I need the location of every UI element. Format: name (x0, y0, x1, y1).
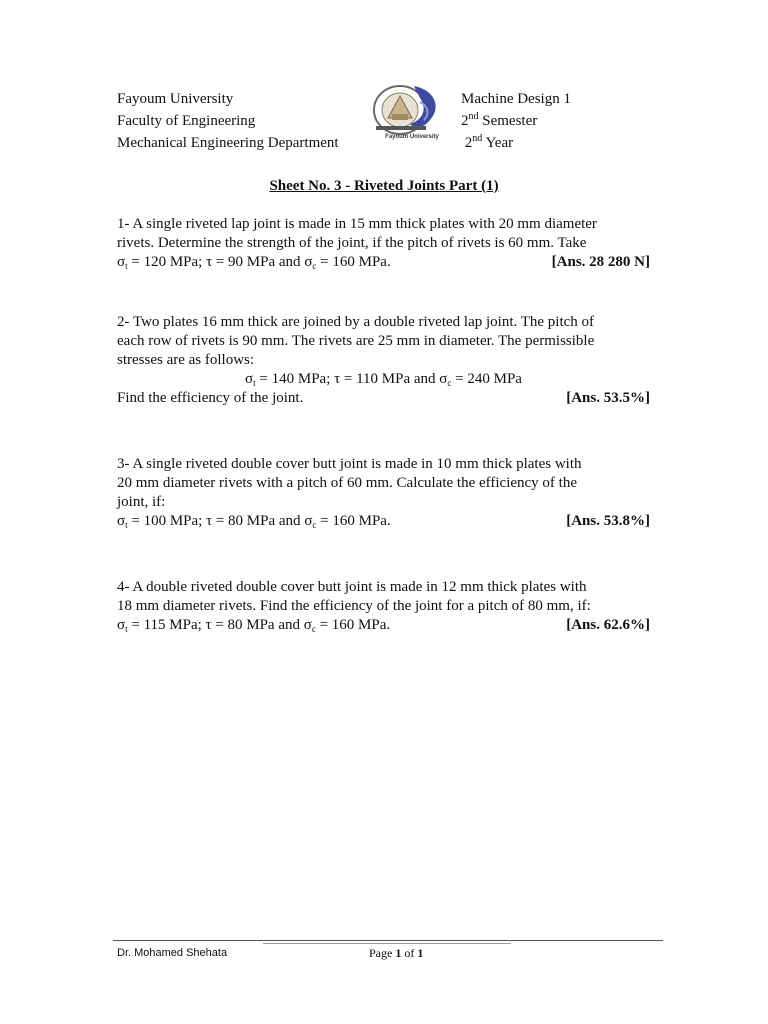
answer-label: [Ans. 53.5%] (566, 390, 650, 406)
sigma-symbol: σ (439, 371, 448, 387)
page-word: Page (369, 946, 393, 960)
stress-text-end: = 160 MPa. (316, 254, 391, 270)
subscript-c: c (312, 520, 317, 530)
header-right (461, 88, 571, 154)
subscript-t: t (125, 520, 128, 530)
question-text-line: Find the efficiency of the joint. (117, 390, 304, 406)
sigma-symbol: σ (304, 254, 313, 270)
question-text-line: 4- A double riveted double cover butt joint is made in 12 mm thick plates with (117, 579, 587, 595)
question-text-line: 3- A single riveted double cover butt joint is made in 10 mm thick plates with (117, 456, 582, 472)
year-number: 2 (464, 135, 473, 151)
stress-text-end: = 160 MPa. (315, 617, 391, 633)
stress-text: = 140 MPa; τ = 110 MPa and (255, 371, 440, 387)
semester-label: Semester (482, 113, 538, 129)
answer-label: [Ans. 62.6%] (566, 617, 650, 633)
footer-page-number (369, 946, 423, 961)
faculty-name: Faculty of Engineering (117, 113, 256, 129)
question-2 (117, 313, 650, 408)
year-suffix: nd (472, 133, 483, 144)
stress-text: = 115 MPa; τ = 80 MPa and (127, 617, 304, 633)
sigma-symbol: σ (304, 513, 313, 529)
university-name: Fayoum University (117, 91, 234, 107)
stress-values-line (117, 512, 650, 531)
stress-text: = 100 MPa; τ = 80 MPa and (127, 513, 305, 529)
question-text-line: 2- Two plates 16 mm thick are joined by a double riveted lap joint. The pitch of (117, 314, 595, 330)
stress-values-line (117, 616, 650, 635)
question-text-line: joint, if: (117, 494, 166, 510)
semester-line (461, 110, 571, 132)
subscript-c: c (447, 378, 452, 388)
question-text-line: 18 mm diameter rivets. Find the efficiency of the joint for a pitch of 80 mm, if: (117, 598, 591, 614)
of-word: of (404, 946, 415, 960)
question-text-line: rivets. Determine the strength of the joint, if the pitch of rivets is 60 mm. Take (117, 235, 587, 251)
footer-author: Dr. Mohamed Shehata (117, 947, 228, 959)
question-text-line: stresses are as follows: (117, 352, 255, 368)
footer-divider (113, 940, 663, 941)
stress-values-line (117, 253, 650, 272)
sigma-symbol: σ (245, 371, 254, 387)
answer-label: [Ans. 53.8%] (566, 513, 650, 529)
footer-divider-secondary (263, 943, 511, 944)
question-text-line: 20 mm diameter rivets with a pitch of 60 mm. Calculate the efficiency of the (117, 475, 577, 491)
subscript-c: c (311, 624, 316, 634)
question-3 (117, 455, 650, 531)
semester-number: 2 (461, 113, 469, 129)
course-name: Machine Design 1 (461, 91, 571, 107)
stress-text: = 120 MPa; τ = 90 MPa and (127, 254, 305, 270)
semester-suffix: nd (468, 111, 479, 122)
stress-text-end: = 160 MPa. (316, 513, 391, 529)
department-name: Mechanical Engineering Department (117, 135, 339, 151)
year-label: Year (485, 135, 514, 151)
page-current: 1 (395, 946, 402, 960)
stress-text-end: = 240 MPa (451, 371, 522, 387)
question-4 (117, 578, 650, 635)
header-left (117, 88, 339, 154)
sigma-symbol: σ (303, 617, 312, 633)
sigma-symbol: σ (117, 617, 126, 633)
question-text-line: 1- A single riveted lap joint is made in 15 mm thick plates with 20 mm diameter (117, 216, 597, 232)
question-text-line: each row of rivets is 90 mm. The rivets are 25 mm in diameter. The permissible (117, 333, 595, 349)
subscript-t: t (125, 624, 128, 634)
logo-caption: Fayoum University (385, 134, 439, 140)
answer-label: [Ans. 28 280 N] (551, 254, 650, 270)
question-1 (117, 215, 650, 272)
year-line (461, 132, 571, 154)
stress-values-line (117, 370, 650, 389)
sigma-symbol: σ (117, 254, 126, 270)
final-question-line (117, 389, 650, 408)
page-total: 1 (417, 946, 424, 960)
sheet-title: Sheet No. 3 - Riveted Joints Part (1) (269, 178, 499, 194)
subscript-c: c (312, 261, 317, 271)
subscript-t: t (253, 378, 256, 388)
sigma-symbol: σ (117, 513, 126, 529)
subscript-t: t (125, 261, 128, 271)
